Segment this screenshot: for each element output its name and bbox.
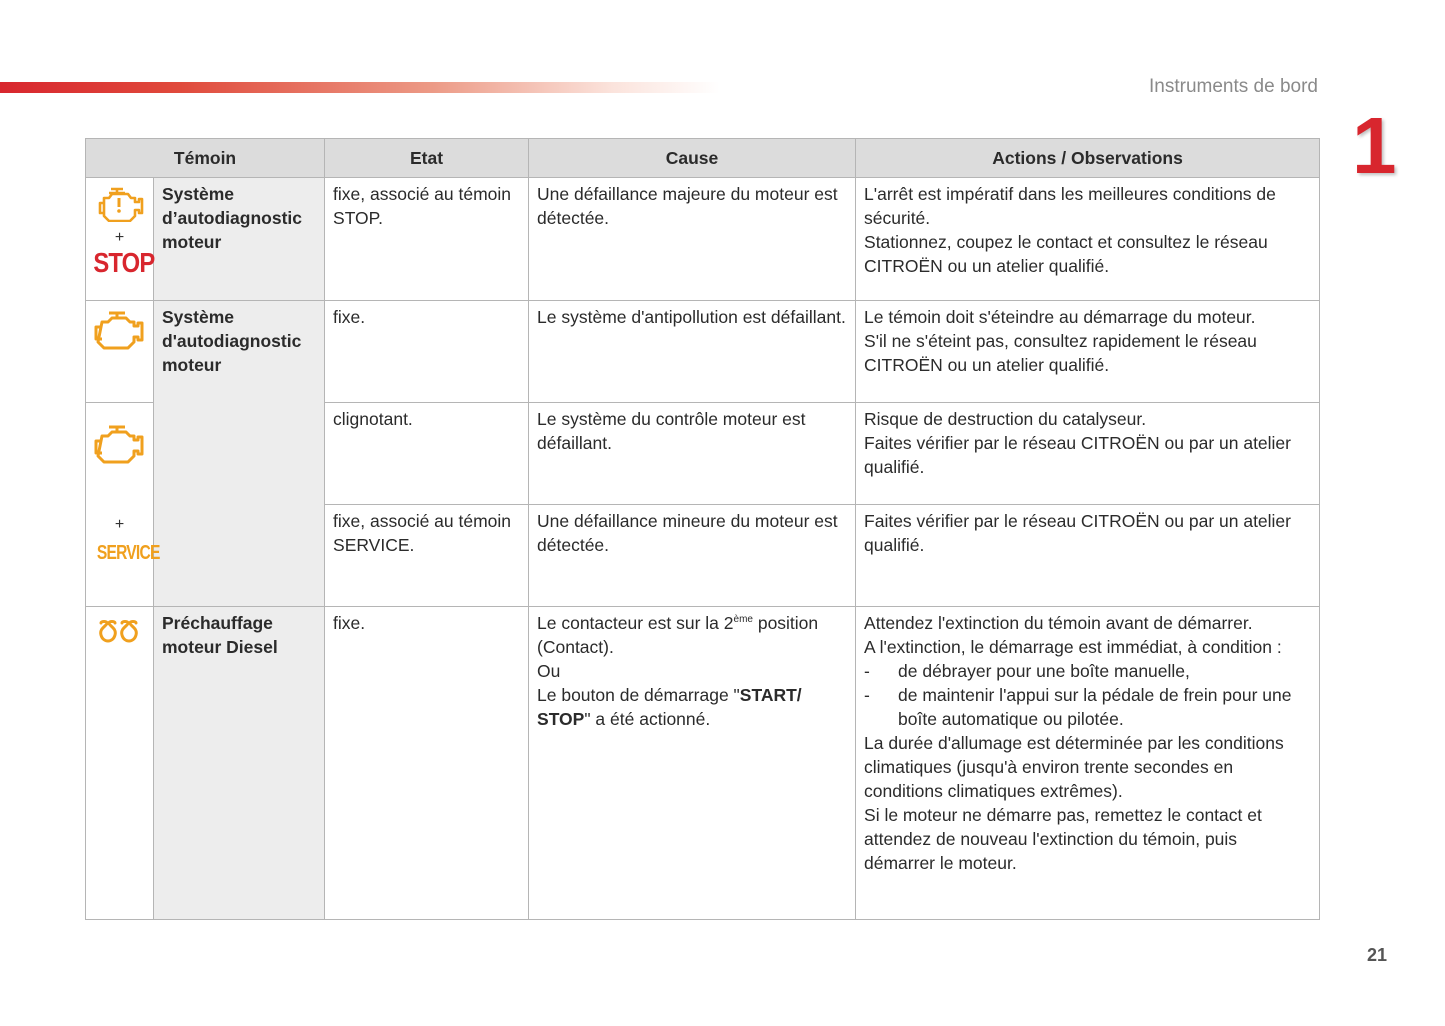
cause-text: " a été actionné. (584, 709, 711, 729)
etat-cell: fixe, associé au témoin STOP. (325, 178, 529, 301)
plus-sign: + (114, 229, 125, 246)
actions-cell (856, 607, 1320, 920)
bullet-text: de maintenir l'appui sur la pédale de frein pour une boîte automatique ou pilotée. (898, 685, 1292, 729)
action-line: Risque de destruction du catalyseur. (864, 409, 1147, 429)
icon-cell (86, 301, 154, 403)
cause-cell: Une défaillance majeure du moteur est détectée. (529, 178, 856, 301)
cause-cell: Une défaillance mineure du moteur est détectée. (529, 505, 856, 607)
cause-text: position (Contact). (537, 613, 819, 657)
cause-cell: Le système du contrôle moteur est défaillant. (529, 403, 856, 505)
header-accent-bar (0, 82, 720, 93)
warning-label: Système d'autodiagnostic moteur (154, 301, 325, 607)
dash-marker: - (864, 685, 870, 705)
action-line: Stationnez, coupez le contact et consultez le réseau CITROËN ou un atelier qualifié. (864, 232, 1268, 276)
glow-plug-icon (98, 619, 142, 649)
cause-cell (529, 607, 856, 920)
chapter-number: 1 (1352, 101, 1397, 190)
icon-cell (86, 403, 160, 607)
icon-cell (86, 607, 154, 920)
table-row (86, 178, 1320, 301)
page-number: 21 (1367, 945, 1388, 965)
cause-text: Le bouton de démarrage " (537, 685, 740, 705)
table-header-row (86, 139, 1320, 178)
engine-check-icon (91, 307, 149, 351)
warning-label: Préchauffage moteur Diesel (154, 607, 325, 920)
engine-check-icon (91, 421, 149, 465)
section-title: Instruments de bord (1149, 76, 1318, 97)
actions-cell (856, 178, 1320, 301)
stop-badge: STOP (93, 247, 155, 278)
table-row (86, 607, 1320, 920)
table-row (86, 301, 1320, 403)
action-line: Attendez l'extinction du témoin avant de démarrer. (864, 613, 1253, 633)
icon-cell (86, 178, 154, 301)
cause-text: Le contacteur est sur la 2 (537, 613, 734, 633)
header-etat: Etat (325, 139, 529, 178)
actions-cell (856, 301, 1320, 403)
action-line: Faites vérifier par le réseau CITROËN ou par un atelier qualifié. (864, 433, 1291, 477)
warning-label: Système d’autodiagnostic moteur (154, 178, 325, 301)
header-actions: Actions / Observations (856, 139, 1320, 178)
action-line: A l'extinction, le démarrage est immédiat, à condition : (864, 637, 1282, 657)
header-temoin: Témoin (86, 139, 325, 178)
action-line: S'il ne s'éteint pas, consultez rapidement le réseau CITROËN ou un atelier qualifié. (864, 331, 1257, 375)
actions-cell (856, 505, 1320, 607)
cause-cell: Le système d'antipollution est défaillant. (529, 301, 856, 403)
actions-cell (856, 403, 1320, 505)
service-badge: SERVICE (96, 542, 160, 564)
etat-cell: fixe. (325, 301, 529, 403)
dash-marker: - (864, 661, 870, 681)
cause-line (537, 683, 847, 731)
bullet-text: de débrayer pour une boîte manuelle, (898, 661, 1190, 681)
etat-cell: clignotant. (325, 403, 529, 505)
etat-cell: fixe. (325, 607, 529, 920)
bullet-item (864, 659, 1311, 683)
header-cause: Cause (529, 139, 856, 178)
action-line: Si le moteur ne démarre pas, remettez le contact et attendez de nouveau l'extinction du témoin, puis démarrer le moteur. (864, 805, 1262, 873)
action-line: L'arrêt est impératif dans les meilleures conditions de sécurité. (864, 184, 1276, 228)
engine-warning-stop-icon (95, 184, 145, 222)
start-stop-label: START/ STOP (537, 685, 802, 729)
cause-line (537, 611, 847, 659)
cause-superscript: ème (733, 614, 753, 626)
bullet-item (864, 683, 1311, 731)
action-line: La durée d'allumage est déterminée par les conditions climatiques (jusqu'à environ trente secondes en conditions climatiques extrêmes). (864, 733, 1284, 801)
action-line: Le témoin doit s'éteindre au démarrage du moteur. (864, 307, 1256, 327)
etat-cell: fixe, associé au témoin SERVICE. (325, 505, 529, 607)
action-line: Faites vérifier par le réseau CITROËN ou par un atelier qualifié. (864, 511, 1291, 555)
plus-sign: + (114, 516, 125, 533)
cause-line: Ou (537, 661, 561, 681)
warning-lights-table (85, 138, 1320, 920)
